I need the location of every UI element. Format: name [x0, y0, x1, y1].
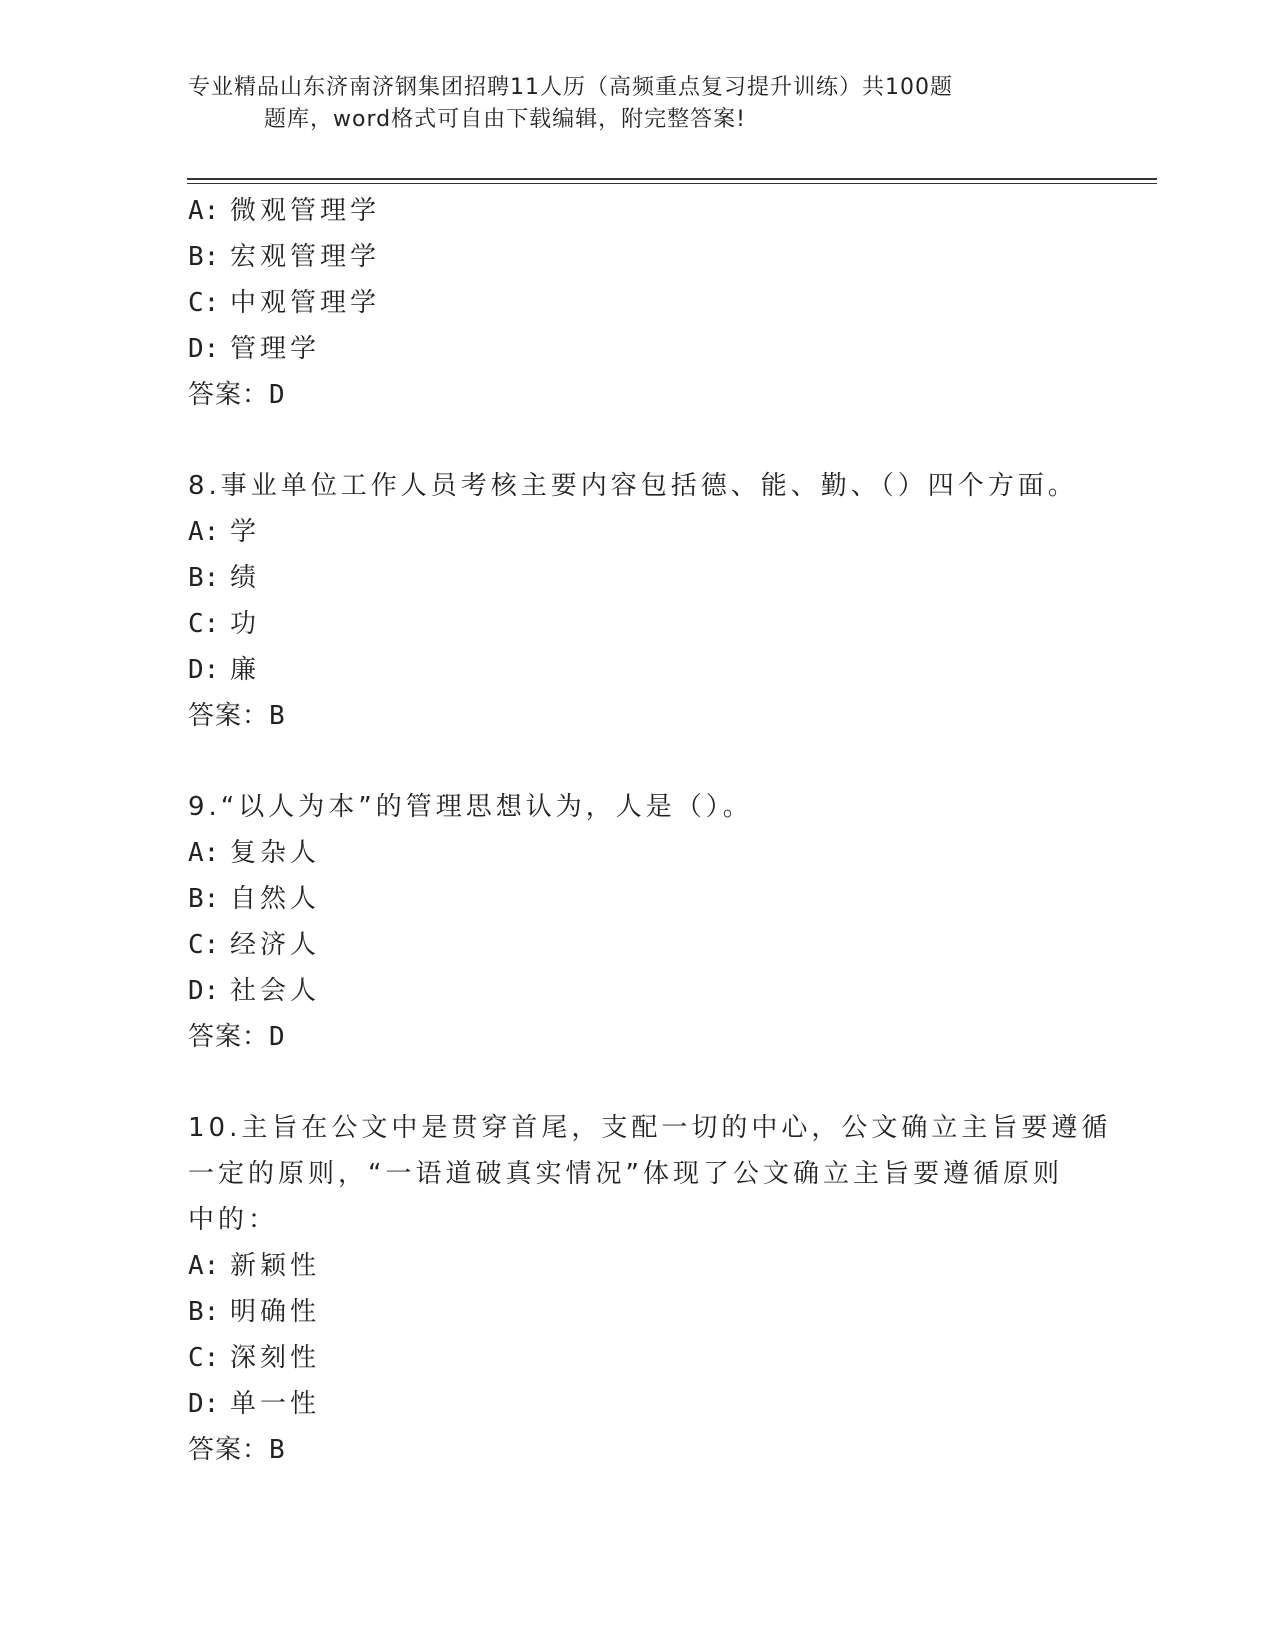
option-b [188, 876, 1088, 922]
answer-label: 答案： [188, 1022, 270, 1052]
option-d [188, 647, 1088, 693]
header-divider-thick [187, 178, 1157, 180]
option-letter: C: [188, 1343, 220, 1373]
option-text: 明确性 [230, 1297, 321, 1327]
option-a [188, 509, 1088, 555]
option-letter: D: [188, 334, 220, 364]
option-a [188, 830, 1088, 876]
option-d [188, 326, 1088, 372]
header-title-line-2: 题库，word格式可自由下载编辑，附完整答案! [264, 107, 746, 132]
option-letter: C: [188, 609, 220, 639]
answer-label: 答案： [188, 380, 270, 410]
option-b [188, 234, 1088, 280]
document-header [188, 72, 1108, 136]
option-letter: A: [188, 838, 220, 868]
question-text: 9.“以人为本”的管理思想认为，人是（）。 [188, 792, 753, 822]
question-7-block [188, 188, 1088, 418]
option-text: 中观管理学 [230, 288, 381, 318]
option-text: 功 [230, 609, 261, 639]
answer-line [188, 1427, 1088, 1473]
header-divider-thin [187, 183, 1157, 184]
option-letter: C: [188, 930, 220, 960]
option-text: 社会人 [230, 976, 321, 1006]
option-d [188, 1381, 1088, 1427]
question-list [188, 188, 1112, 1473]
option-letter: A: [188, 196, 220, 226]
option-letter: D: [188, 1389, 220, 1419]
option-b [188, 1289, 1088, 1335]
option-text: 自然人 [230, 884, 321, 914]
answer-line [188, 372, 1088, 418]
option-letter: B: [188, 1297, 220, 1327]
answer-label: 答案： [188, 701, 270, 731]
option-text: 深刻性 [230, 1343, 321, 1373]
option-c [188, 280, 1088, 326]
option-text: 宏观管理学 [230, 242, 381, 272]
option-text: 绩 [230, 563, 261, 593]
option-letter: C: [188, 288, 220, 318]
option-a [188, 188, 1088, 234]
option-text: 单一性 [230, 1389, 321, 1419]
option-text: 经济人 [230, 930, 321, 960]
option-c [188, 922, 1088, 968]
question-text: 8.事业单位工作人员考核主要内容包括德、能、勤、（）四个方面。 [188, 471, 1078, 501]
option-letter: D: [188, 655, 220, 685]
question-text-line-1: 10.主旨在公文中是贯穿首尾，支配一切的中心，公文确立主旨要遵循 [188, 1113, 1112, 1143]
option-letter: B: [188, 242, 220, 272]
option-text: 学 [230, 517, 261, 547]
question-10-block [188, 1105, 1112, 1473]
option-letter: B: [188, 563, 220, 593]
answer-value: D [269, 1022, 285, 1052]
answer-value: B [269, 701, 285, 731]
option-a [188, 1243, 1088, 1289]
option-c [188, 1335, 1088, 1381]
option-letter: A: [188, 517, 220, 547]
answer-line [188, 1014, 1088, 1060]
option-letter: D: [188, 976, 220, 1006]
option-text: 廉 [230, 655, 261, 685]
option-c [188, 601, 1088, 647]
option-letter: A: [188, 1251, 220, 1281]
answer-value: D [269, 380, 285, 410]
option-text: 微观管理学 [230, 196, 381, 226]
question-text-line-3: 中的： [188, 1205, 279, 1235]
question-9-block [188, 784, 1088, 1060]
option-text: 复杂人 [230, 838, 321, 868]
option-b [188, 555, 1088, 601]
option-text: 管理学 [230, 334, 321, 364]
option-text: 新颖性 [230, 1251, 321, 1281]
question-text-line-2: 一定的原则，“一语道破真实情况”体现了公文确立主旨要遵循原则 [188, 1159, 1063, 1189]
option-letter: B: [188, 884, 220, 914]
answer-line [188, 693, 1088, 739]
answer-label: 答案： [188, 1435, 270, 1465]
header-title-line-1: 专业精品山东济南济钢集团招聘11人历（高频重点复习提升训练）共100题 [188, 75, 953, 100]
answer-value: B [269, 1435, 285, 1465]
option-d [188, 968, 1088, 1014]
question-8-block [188, 463, 1088, 739]
